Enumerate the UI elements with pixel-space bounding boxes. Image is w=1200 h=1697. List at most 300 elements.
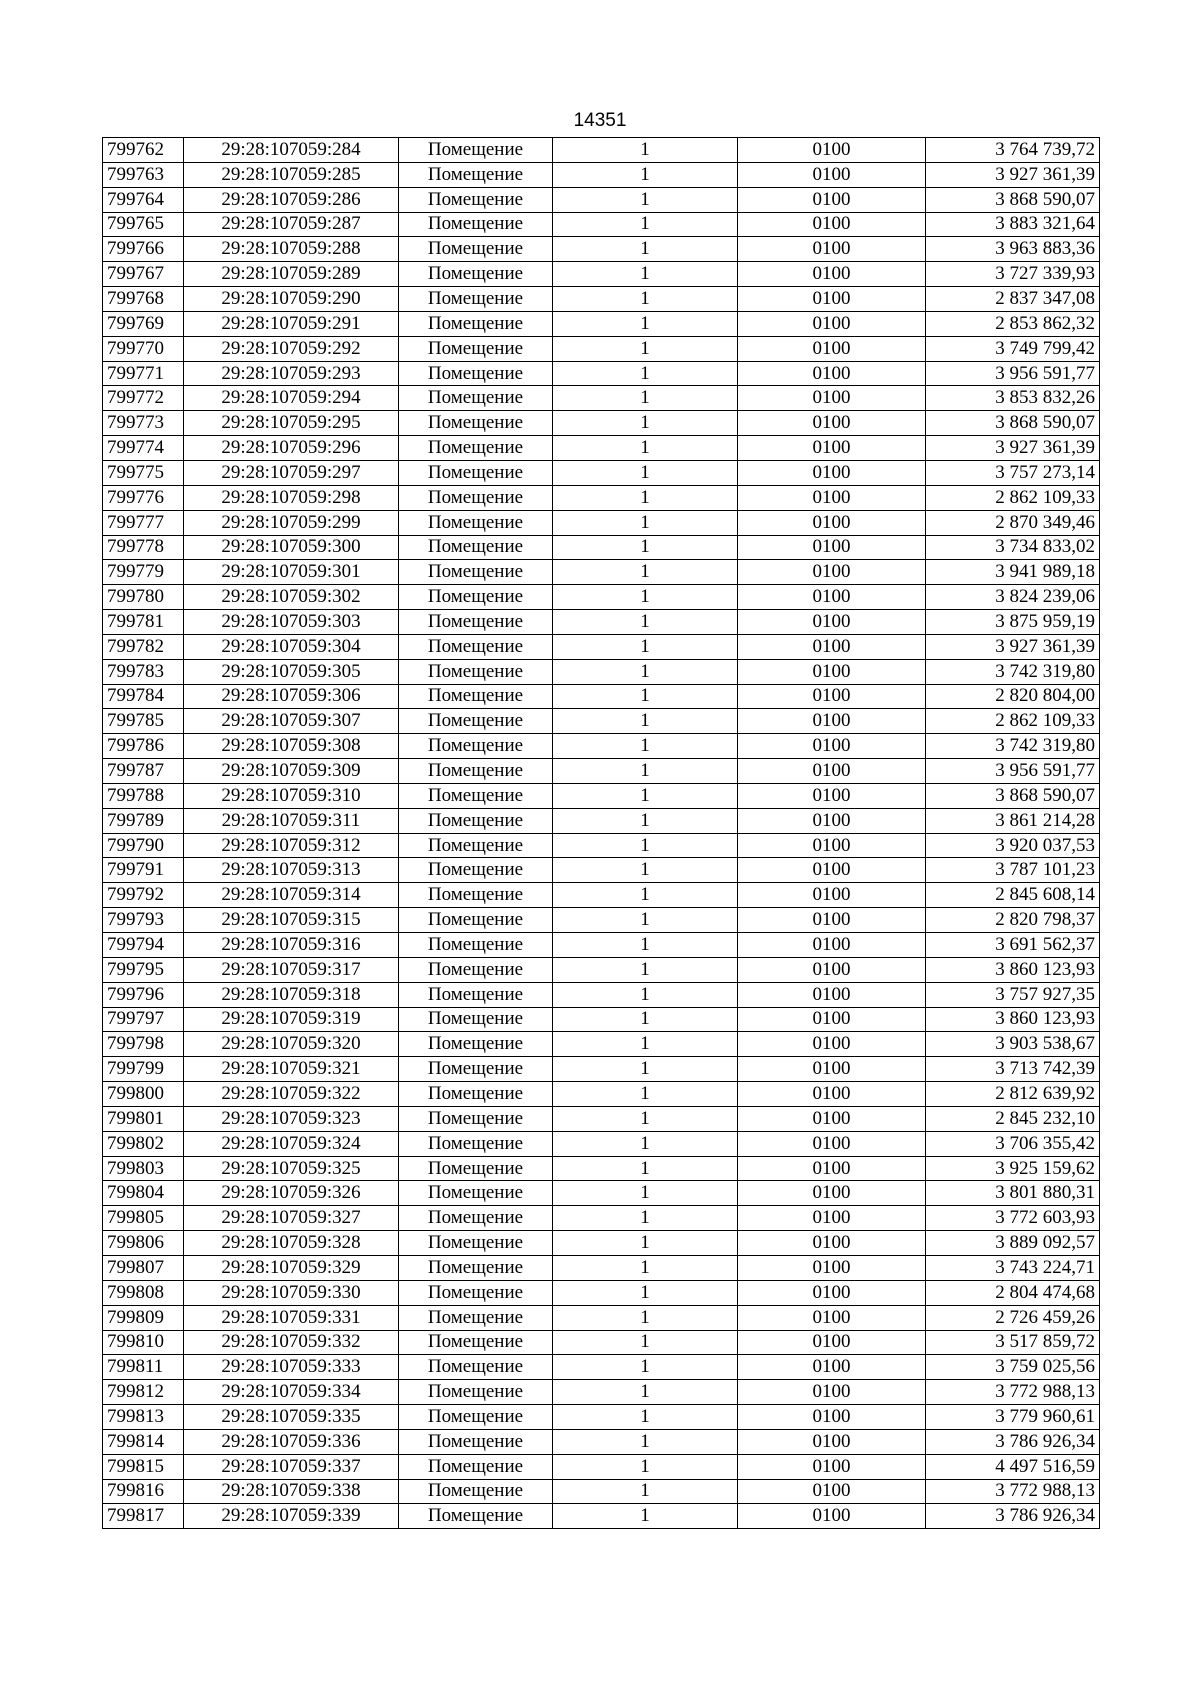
record-number-cell: 799805 xyxy=(103,1206,184,1231)
code-cell: 0100 xyxy=(738,510,926,535)
record-number-cell: 799780 xyxy=(103,585,184,610)
object-type-cell: Помещение xyxy=(399,1156,553,1181)
object-type-cell: Помещение xyxy=(399,783,553,808)
cadastral-number-cell: 29:28:107059:301 xyxy=(184,560,399,585)
value-cell: 2 845 608,14 xyxy=(926,883,1100,908)
code-cell: 0100 xyxy=(738,311,926,336)
table-row xyxy=(103,783,1100,808)
quantity-cell: 1 xyxy=(553,336,738,361)
cadastral-number-cell: 29:28:107059:319 xyxy=(184,1007,399,1032)
table-row xyxy=(103,485,1100,510)
cadastral-number-cell: 29:28:107059:292 xyxy=(184,336,399,361)
code-cell: 0100 xyxy=(738,162,926,187)
value-cell: 3 903 538,67 xyxy=(926,1032,1100,1057)
table-row xyxy=(103,237,1100,262)
record-number-cell: 799809 xyxy=(103,1305,184,1330)
cadastral-number-cell: 29:28:107059:317 xyxy=(184,957,399,982)
quantity-cell: 1 xyxy=(553,1231,738,1256)
table-row xyxy=(103,1106,1100,1131)
code-cell: 0100 xyxy=(738,212,926,237)
object-type-cell: Помещение xyxy=(399,187,553,212)
value-cell: 3 772 988,13 xyxy=(926,1380,1100,1405)
record-number-cell: 799792 xyxy=(103,883,184,908)
table-row xyxy=(103,1082,1100,1107)
cadastral-number-cell: 29:28:107059:318 xyxy=(184,982,399,1007)
cadastral-number-cell: 29:28:107059:302 xyxy=(184,585,399,610)
value-cell: 3 742 319,80 xyxy=(926,734,1100,759)
code-cell: 0100 xyxy=(738,1255,926,1280)
code-cell: 0100 xyxy=(738,1280,926,1305)
cadastral-number-cell: 29:28:107059:296 xyxy=(184,436,399,461)
object-type-cell: Помещение xyxy=(399,858,553,883)
quantity-cell: 1 xyxy=(553,734,738,759)
quantity-cell: 1 xyxy=(553,1355,738,1380)
code-cell: 0100 xyxy=(738,485,926,510)
value-cell: 2 820 798,37 xyxy=(926,908,1100,933)
code-cell: 0100 xyxy=(738,783,926,808)
cadastral-number-cell: 29:28:107059:330 xyxy=(184,1280,399,1305)
cadastral-number-cell: 29:28:107059:338 xyxy=(184,1479,399,1504)
value-cell: 3 713 742,39 xyxy=(926,1057,1100,1082)
value-cell: 3 757 927,35 xyxy=(926,982,1100,1007)
code-cell: 0100 xyxy=(738,833,926,858)
table-row xyxy=(103,262,1100,287)
quantity-cell: 1 xyxy=(553,162,738,187)
object-type-cell: Помещение xyxy=(399,808,553,833)
record-number-cell: 799815 xyxy=(103,1454,184,1479)
code-cell: 0100 xyxy=(738,933,926,958)
table-row xyxy=(103,1305,1100,1330)
table-row xyxy=(103,1405,1100,1430)
record-number-cell: 799803 xyxy=(103,1156,184,1181)
record-number-cell: 799800 xyxy=(103,1082,184,1107)
cadastral-number-cell: 29:28:107059:324 xyxy=(184,1131,399,1156)
quantity-cell: 1 xyxy=(553,1156,738,1181)
value-cell: 2 862 109,33 xyxy=(926,485,1100,510)
value-cell: 3 734 833,02 xyxy=(926,535,1100,560)
cadastral-number-cell: 29:28:107059:306 xyxy=(184,684,399,709)
table-row xyxy=(103,908,1100,933)
registry-table-body xyxy=(103,138,1100,1529)
cadastral-number-cell: 29:28:107059:315 xyxy=(184,908,399,933)
cadastral-number-cell: 29:28:107059:291 xyxy=(184,311,399,336)
table-row xyxy=(103,684,1100,709)
quantity-cell: 1 xyxy=(553,1131,738,1156)
quantity-cell: 1 xyxy=(553,386,738,411)
table-row xyxy=(103,982,1100,1007)
code-cell: 0100 xyxy=(738,1479,926,1504)
table-row xyxy=(103,1131,1100,1156)
cadastral-number-cell: 29:28:107059:328 xyxy=(184,1231,399,1256)
quantity-cell: 1 xyxy=(553,1181,738,1206)
quantity-cell: 1 xyxy=(553,659,738,684)
code-cell: 0100 xyxy=(738,1305,926,1330)
object-type-cell: Помещение xyxy=(399,709,553,734)
quantity-cell: 1 xyxy=(553,634,738,659)
code-cell: 0100 xyxy=(738,808,926,833)
object-type-cell: Помещение xyxy=(399,436,553,461)
code-cell: 0100 xyxy=(738,634,926,659)
value-cell: 3 868 590,07 xyxy=(926,187,1100,212)
record-number-cell: 799768 xyxy=(103,287,184,312)
record-number-cell: 799814 xyxy=(103,1429,184,1454)
code-cell: 0100 xyxy=(738,1355,926,1380)
record-number-cell: 799817 xyxy=(103,1504,184,1529)
object-type-cell: Помещение xyxy=(399,1454,553,1479)
record-number-cell: 799812 xyxy=(103,1380,184,1405)
record-number-cell: 799791 xyxy=(103,858,184,883)
cadastral-number-cell: 29:28:107059:309 xyxy=(184,759,399,784)
table-row xyxy=(103,1280,1100,1305)
value-cell: 2 870 349,46 xyxy=(926,510,1100,535)
quantity-cell: 1 xyxy=(553,560,738,585)
object-type-cell: Помещение xyxy=(399,1405,553,1430)
code-cell: 0100 xyxy=(738,361,926,386)
record-number-cell: 799772 xyxy=(103,386,184,411)
object-type-cell: Помещение xyxy=(399,560,553,585)
cadastral-number-cell: 29:28:107059:286 xyxy=(184,187,399,212)
table-row xyxy=(103,336,1100,361)
value-cell: 3 927 361,39 xyxy=(926,436,1100,461)
record-number-cell: 799771 xyxy=(103,361,184,386)
table-row xyxy=(103,436,1100,461)
object-type-cell: Помещение xyxy=(399,485,553,510)
quantity-cell: 1 xyxy=(553,585,738,610)
value-cell: 2 812 639,92 xyxy=(926,1082,1100,1107)
object-type-cell: Помещение xyxy=(399,1007,553,1032)
quantity-cell: 1 xyxy=(553,287,738,312)
table-row xyxy=(103,460,1100,485)
object-type-cell: Помещение xyxy=(399,1181,553,1206)
table-row xyxy=(103,1504,1100,1529)
value-cell: 3 925 159,62 xyxy=(926,1156,1100,1181)
record-number-cell: 799793 xyxy=(103,908,184,933)
cadastral-number-cell: 29:28:107059:307 xyxy=(184,709,399,734)
value-cell: 3 920 037,53 xyxy=(926,833,1100,858)
record-number-cell: 799790 xyxy=(103,833,184,858)
value-cell: 3 787 101,23 xyxy=(926,858,1100,883)
record-number-cell: 799775 xyxy=(103,460,184,485)
record-number-cell: 799802 xyxy=(103,1131,184,1156)
cadastral-number-cell: 29:28:107059:322 xyxy=(184,1082,399,1107)
cadastral-number-cell: 29:28:107059:304 xyxy=(184,634,399,659)
cadastral-number-cell: 29:28:107059:321 xyxy=(184,1057,399,1082)
record-number-cell: 799807 xyxy=(103,1255,184,1280)
table-row xyxy=(103,535,1100,560)
table-row xyxy=(103,1454,1100,1479)
record-number-cell: 799801 xyxy=(103,1106,184,1131)
code-cell: 0100 xyxy=(738,336,926,361)
table-row xyxy=(103,734,1100,759)
cadastral-number-cell: 29:28:107059:333 xyxy=(184,1355,399,1380)
value-cell: 2 820 804,00 xyxy=(926,684,1100,709)
record-number-cell: 799797 xyxy=(103,1007,184,1032)
cadastral-number-cell: 29:28:107059:329 xyxy=(184,1255,399,1280)
value-cell: 2 726 459,26 xyxy=(926,1305,1100,1330)
object-type-cell: Помещение xyxy=(399,237,553,262)
code-cell: 0100 xyxy=(738,908,926,933)
quantity-cell: 1 xyxy=(553,808,738,833)
record-number-cell: 799782 xyxy=(103,634,184,659)
cadastral-number-cell: 29:28:107059:290 xyxy=(184,287,399,312)
value-cell: 3 860 123,93 xyxy=(926,957,1100,982)
record-number-cell: 799766 xyxy=(103,237,184,262)
quantity-cell: 1 xyxy=(553,1032,738,1057)
table-row xyxy=(103,1355,1100,1380)
value-cell: 2 853 862,32 xyxy=(926,311,1100,336)
value-cell: 2 845 232,10 xyxy=(926,1106,1100,1131)
quantity-cell: 1 xyxy=(553,1504,738,1529)
cadastral-number-cell: 29:28:107059:339 xyxy=(184,1504,399,1529)
code-cell: 0100 xyxy=(738,982,926,1007)
quantity-cell: 1 xyxy=(553,361,738,386)
code-cell: 0100 xyxy=(738,386,926,411)
code-cell: 0100 xyxy=(738,1032,926,1057)
record-number-cell: 799785 xyxy=(103,709,184,734)
table-row xyxy=(103,634,1100,659)
table-row xyxy=(103,858,1100,883)
value-cell: 3 727 339,93 xyxy=(926,262,1100,287)
code-cell: 0100 xyxy=(738,1057,926,1082)
quantity-cell: 1 xyxy=(553,1380,738,1405)
table-row xyxy=(103,187,1100,212)
object-type-cell: Помещение xyxy=(399,759,553,784)
object-type-cell: Помещение xyxy=(399,908,553,933)
quantity-cell: 1 xyxy=(553,1454,738,1479)
code-cell: 0100 xyxy=(738,1181,926,1206)
cadastral-number-cell: 29:28:107059:331 xyxy=(184,1305,399,1330)
value-cell: 2 804 474,68 xyxy=(926,1280,1100,1305)
code-cell: 0100 xyxy=(738,187,926,212)
quantity-cell: 1 xyxy=(553,262,738,287)
cadastral-number-cell: 29:28:107059:316 xyxy=(184,933,399,958)
quantity-cell: 1 xyxy=(553,1255,738,1280)
cadastral-number-cell: 29:28:107059:297 xyxy=(184,460,399,485)
table-row xyxy=(103,411,1100,436)
object-type-cell: Помещение xyxy=(399,659,553,684)
page-number: 14351 xyxy=(573,110,627,131)
code-cell: 0100 xyxy=(738,1131,926,1156)
cadastral-number-cell: 29:28:107059:285 xyxy=(184,162,399,187)
record-number-cell: 799795 xyxy=(103,957,184,982)
quantity-cell: 1 xyxy=(553,311,738,336)
code-cell: 0100 xyxy=(738,1454,926,1479)
quantity-cell: 1 xyxy=(553,510,738,535)
quantity-cell: 1 xyxy=(553,411,738,436)
object-type-cell: Помещение xyxy=(399,883,553,908)
object-type-cell: Помещение xyxy=(399,1479,553,1504)
table-row xyxy=(103,1007,1100,1032)
object-type-cell: Помещение xyxy=(399,1255,553,1280)
cadastral-number-cell: 29:28:107059:289 xyxy=(184,262,399,287)
table-row xyxy=(103,311,1100,336)
quantity-cell: 1 xyxy=(553,759,738,784)
object-type-cell: Помещение xyxy=(399,634,553,659)
cadastral-number-cell: 29:28:107059:320 xyxy=(184,1032,399,1057)
value-cell: 3 927 361,39 xyxy=(926,162,1100,187)
record-number-cell: 799808 xyxy=(103,1280,184,1305)
value-cell: 3 824 239,06 xyxy=(926,585,1100,610)
table-row xyxy=(103,933,1100,958)
table-row xyxy=(103,287,1100,312)
quantity-cell: 1 xyxy=(553,1305,738,1330)
table-row xyxy=(103,1330,1100,1355)
value-cell: 3 883 321,64 xyxy=(926,212,1100,237)
object-type-cell: Помещение xyxy=(399,610,553,635)
object-type-cell: Помещение xyxy=(399,585,553,610)
object-type-cell: Помещение xyxy=(399,1057,553,1082)
table-row xyxy=(103,560,1100,585)
table-row xyxy=(103,610,1100,635)
code-cell: 0100 xyxy=(738,1082,926,1107)
record-number-cell: 799773 xyxy=(103,411,184,436)
value-cell: 3 786 926,34 xyxy=(926,1429,1100,1454)
code-cell: 0100 xyxy=(738,684,926,709)
code-cell: 0100 xyxy=(738,883,926,908)
quantity-cell: 1 xyxy=(553,1429,738,1454)
value-cell: 3 757 273,14 xyxy=(926,460,1100,485)
table-row xyxy=(103,709,1100,734)
record-number-cell: 799787 xyxy=(103,759,184,784)
table-row xyxy=(103,1380,1100,1405)
code-cell: 0100 xyxy=(738,1429,926,1454)
object-type-cell: Помещение xyxy=(399,1280,553,1305)
value-cell: 3 772 988,13 xyxy=(926,1479,1100,1504)
quantity-cell: 1 xyxy=(553,783,738,808)
object-type-cell: Помещение xyxy=(399,361,553,386)
cadastral-number-cell: 29:28:107059:308 xyxy=(184,734,399,759)
quantity-cell: 1 xyxy=(553,1479,738,1504)
table-row xyxy=(103,659,1100,684)
code-cell: 0100 xyxy=(738,138,926,163)
cadastral-number-cell: 29:28:107059:310 xyxy=(184,783,399,808)
object-type-cell: Помещение xyxy=(399,1429,553,1454)
object-type-cell: Помещение xyxy=(399,1380,553,1405)
cadastral-number-cell: 29:28:107059:337 xyxy=(184,1454,399,1479)
code-cell: 0100 xyxy=(738,610,926,635)
value-cell: 3 941 989,18 xyxy=(926,560,1100,585)
cadastral-number-cell: 29:28:107059:312 xyxy=(184,833,399,858)
cadastral-number-cell: 29:28:107059:326 xyxy=(184,1181,399,1206)
quantity-cell: 1 xyxy=(553,833,738,858)
record-number-cell: 799763 xyxy=(103,162,184,187)
record-number-cell: 799770 xyxy=(103,336,184,361)
value-cell: 3 875 959,19 xyxy=(926,610,1100,635)
cadastral-number-cell: 29:28:107059:303 xyxy=(184,610,399,635)
quantity-cell: 1 xyxy=(553,1330,738,1355)
code-cell: 0100 xyxy=(738,1405,926,1430)
code-cell: 0100 xyxy=(738,1231,926,1256)
value-cell: 3 749 799,42 xyxy=(926,336,1100,361)
value-cell: 3 956 591,77 xyxy=(926,759,1100,784)
quantity-cell: 1 xyxy=(553,1007,738,1032)
value-cell: 3 868 590,07 xyxy=(926,411,1100,436)
quantity-cell: 1 xyxy=(553,485,738,510)
quantity-cell: 1 xyxy=(553,436,738,461)
cadastral-number-cell: 29:28:107059:323 xyxy=(184,1106,399,1131)
object-type-cell: Помещение xyxy=(399,1131,553,1156)
code-cell: 0100 xyxy=(738,1380,926,1405)
cadastral-number-cell: 29:28:107059:294 xyxy=(184,386,399,411)
table-row xyxy=(103,585,1100,610)
code-cell: 0100 xyxy=(738,262,926,287)
code-cell: 0100 xyxy=(738,1206,926,1231)
record-number-cell: 799811 xyxy=(103,1355,184,1380)
table-row xyxy=(103,1479,1100,1504)
code-cell: 0100 xyxy=(738,1504,926,1529)
code-cell: 0100 xyxy=(738,287,926,312)
quantity-cell: 1 xyxy=(553,1280,738,1305)
table-row xyxy=(103,162,1100,187)
registry-table xyxy=(102,137,1100,1529)
record-number-cell: 799788 xyxy=(103,783,184,808)
code-cell: 0100 xyxy=(738,1106,926,1131)
quantity-cell: 1 xyxy=(553,858,738,883)
object-type-cell: Помещение xyxy=(399,287,553,312)
code-cell: 0100 xyxy=(738,1007,926,1032)
record-number-cell: 799779 xyxy=(103,560,184,585)
quantity-cell: 1 xyxy=(553,1206,738,1231)
table-row xyxy=(103,1057,1100,1082)
value-cell: 3 861 214,28 xyxy=(926,808,1100,833)
object-type-cell: Помещение xyxy=(399,386,553,411)
code-cell: 0100 xyxy=(738,436,926,461)
table-row xyxy=(103,808,1100,833)
table-row xyxy=(103,212,1100,237)
record-number-cell: 799783 xyxy=(103,659,184,684)
object-type-cell: Помещение xyxy=(399,262,553,287)
code-cell: 0100 xyxy=(738,1156,926,1181)
object-type-cell: Помещение xyxy=(399,411,553,436)
value-cell: 3 868 590,07 xyxy=(926,783,1100,808)
object-type-cell: Помещение xyxy=(399,162,553,187)
code-cell: 0100 xyxy=(738,734,926,759)
table-row xyxy=(103,361,1100,386)
object-type-cell: Помещение xyxy=(399,1305,553,1330)
value-cell: 3 691 562,37 xyxy=(926,933,1100,958)
object-type-cell: Помещение xyxy=(399,311,553,336)
cadastral-number-cell: 29:28:107059:299 xyxy=(184,510,399,535)
record-number-cell: 799762 xyxy=(103,138,184,163)
cadastral-number-cell: 29:28:107059:305 xyxy=(184,659,399,684)
table-row xyxy=(103,833,1100,858)
object-type-cell: Помещение xyxy=(399,734,553,759)
object-type-cell: Помещение xyxy=(399,1355,553,1380)
quantity-cell: 1 xyxy=(553,237,738,262)
code-cell: 0100 xyxy=(738,411,926,436)
cadastral-number-cell: 29:28:107059:314 xyxy=(184,883,399,908)
object-type-cell: Помещение xyxy=(399,1231,553,1256)
table-row xyxy=(103,759,1100,784)
record-number-cell: 799794 xyxy=(103,933,184,958)
table-row xyxy=(103,957,1100,982)
quantity-cell: 1 xyxy=(553,957,738,982)
cadastral-number-cell: 29:28:107059:287 xyxy=(184,212,399,237)
code-cell: 0100 xyxy=(738,237,926,262)
table-row xyxy=(103,510,1100,535)
value-cell: 3 860 123,93 xyxy=(926,1007,1100,1032)
object-type-cell: Помещение xyxy=(399,535,553,560)
record-number-cell: 799798 xyxy=(103,1032,184,1057)
record-number-cell: 799810 xyxy=(103,1330,184,1355)
code-cell: 0100 xyxy=(738,858,926,883)
object-type-cell: Помещение xyxy=(399,1032,553,1057)
cadastral-number-cell: 29:28:107059:300 xyxy=(184,535,399,560)
record-number-cell: 799804 xyxy=(103,1181,184,1206)
quantity-cell: 1 xyxy=(553,883,738,908)
record-number-cell: 799774 xyxy=(103,436,184,461)
value-cell: 2 862 109,33 xyxy=(926,709,1100,734)
